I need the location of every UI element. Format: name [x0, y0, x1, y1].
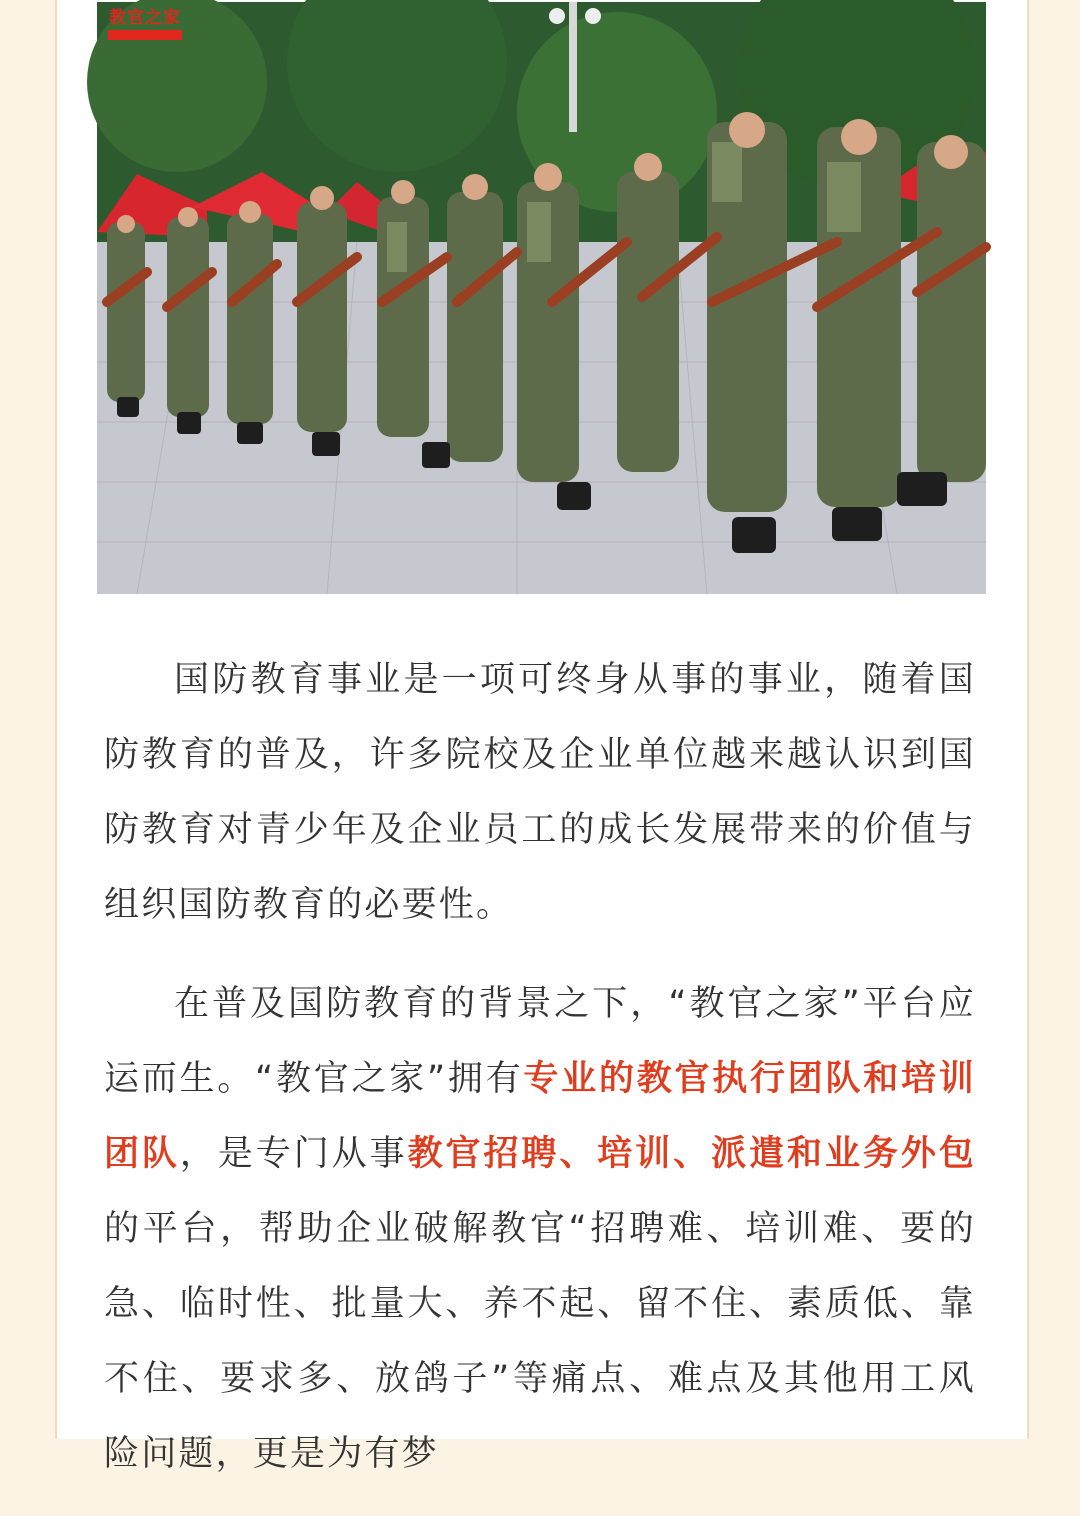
article-body	[104, 643, 976, 1516]
paragraph-1: 国防教育事业是一项可终身从事的事业，随着国防教育的普及，许多院校及企业单位越来越认识到国防教育对青少年及企业员工的成长发展带来的价值与组织国防教育的必要性。	[104, 660, 976, 925]
highlight-services: 教官招聘、培训、派遣和业务外包	[407, 1134, 976, 1174]
brand-watermark	[108, 8, 182, 40]
paragraph-2-text-2: ，是专门从事	[179, 1134, 408, 1174]
watermark-logo-text: 教官之家	[109, 8, 181, 28]
photo-illustration	[97, 2, 986, 594]
paragraph-2-text-1: 在普及国防教育的背景之下，“教官之家”平台应运而生。“教官之家”拥有	[104, 984, 976, 1099]
paragraph-2	[104, 967, 976, 1492]
highlight-team: 专业的教官执行团队和培训团队	[104, 1059, 977, 1174]
watermark-subline	[108, 30, 182, 40]
marching-soldiers-photo	[97, 2, 986, 594]
paragraph-2-text-3: 的平台，帮助企业破解教官“招聘难、培训难、要的急、临时性、批量大、养不起、留不住、素质低、靠不住、要求多、放鸽子”等痛点、难点及其他用工风险问题，更是为有梦	[104, 1209, 976, 1474]
